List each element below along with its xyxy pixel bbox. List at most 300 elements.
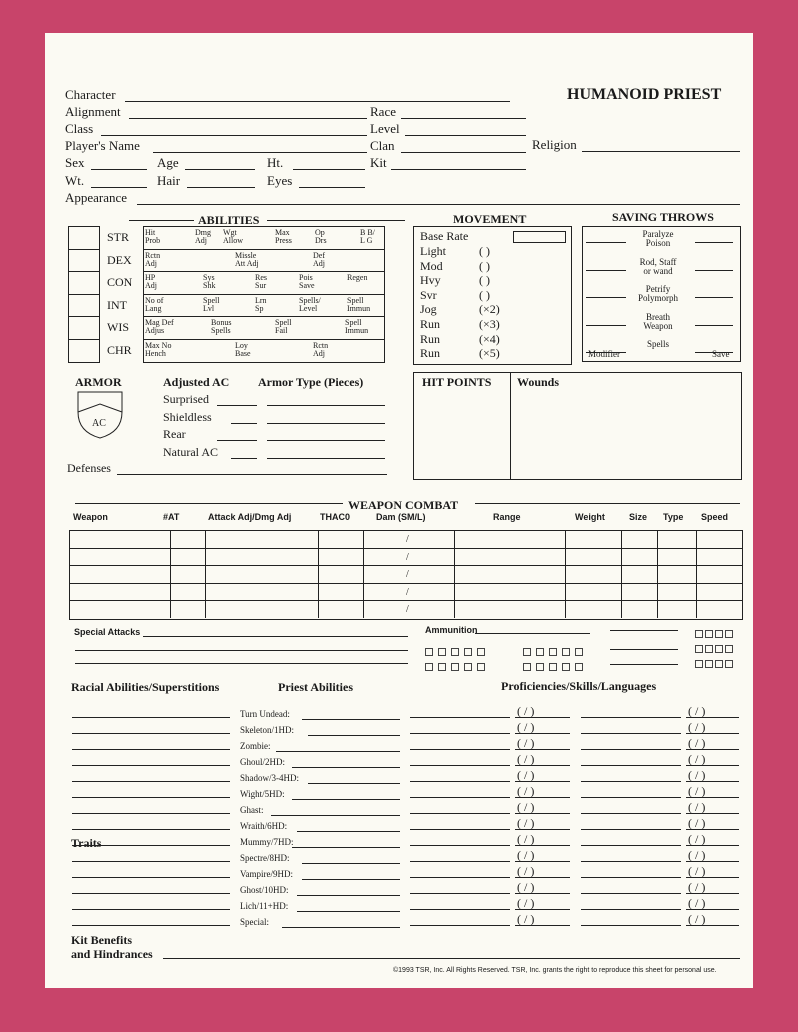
- movement-multiplier: (×5): [479, 346, 500, 361]
- proficiency-slot: ( / ): [517, 912, 535, 926]
- proficiency-slot-field[interactable]: [686, 813, 739, 814]
- racial-ability-field[interactable]: [72, 925, 230, 926]
- proficiency-field[interactable]: [581, 861, 681, 862]
- proficiency-slot: ( / ): [688, 704, 706, 718]
- proficiency-slot-field[interactable]: [686, 909, 739, 910]
- proficiency-field[interactable]: [581, 797, 681, 798]
- saving-throw-label: Paralyze Poison: [642, 229, 674, 248]
- saving-throw-save-field[interactable]: [695, 270, 733, 271]
- armor-row-label: Surprised: [163, 392, 209, 406]
- ammunition-box-group: [425, 658, 490, 676]
- proficiency-field[interactable]: [581, 909, 681, 910]
- proficiency-slot: ( / ): [517, 880, 535, 894]
- adjusted-ac-heading: Adjusted AC: [163, 375, 230, 389]
- turn-undead-field[interactable]: [302, 863, 400, 864]
- proficiency-slot-field[interactable]: [686, 749, 739, 750]
- proficiency-slot: ( / ): [517, 736, 535, 750]
- proficiency-slot-field[interactable]: [515, 733, 570, 734]
- ammunition-checkbox[interactable]: [477, 663, 485, 671]
- ability-wis-sub: Bonus Spells: [211, 318, 232, 335]
- turn-undead-field[interactable]: [282, 927, 400, 928]
- proficiency-slot-field[interactable]: [686, 861, 739, 862]
- weapon-name-field[interactable]: [70, 531, 168, 547]
- proficiency-field[interactable]: [581, 749, 681, 750]
- ability-wis-sub: Spell Immun: [345, 318, 369, 335]
- character-sheet: [45, 33, 753, 988]
- damage-slash: /: [406, 569, 409, 580]
- proficiency-slot: ( / ): [517, 864, 535, 878]
- armor-ac-label: AC: [92, 418, 106, 429]
- turn-undead-label: Ghast:: [240, 805, 264, 815]
- armor-ac-field[interactable]: [231, 458, 257, 459]
- movement-heading: MOVEMENT: [453, 212, 527, 226]
- proficiency-field[interactable]: [581, 893, 681, 894]
- turn-undead-label: Special:: [240, 917, 269, 927]
- proficiency-slot: ( / ): [517, 816, 535, 830]
- proficiency-slot: ( / ): [688, 736, 706, 750]
- weapon-name-field[interactable]: [70, 549, 168, 565]
- proficiency-slot-field[interactable]: [686, 829, 739, 830]
- proficiency-field[interactable]: [410, 893, 510, 894]
- ammunition-checkbox[interactable]: [549, 663, 557, 671]
- proficiency-slot-field[interactable]: [515, 909, 570, 910]
- racial-ability-field[interactable]: [72, 861, 230, 862]
- proficiency-field[interactable]: [581, 813, 681, 814]
- saving-throw-label: Breath Weapon: [643, 311, 673, 331]
- turn-undead-field[interactable]: [292, 847, 400, 848]
- armor-row-label: Rear: [163, 427, 186, 441]
- ammunition-checkbox[interactable]: [715, 630, 723, 638]
- hit-points-heading: HIT POINTS: [422, 375, 492, 389]
- racial-ability-field[interactable]: [72, 893, 230, 894]
- clan-field[interactable]: [401, 152, 526, 153]
- hair-label: Hair: [157, 173, 181, 188]
- ammunition-checkbox[interactable]: [425, 663, 433, 671]
- proficiency-field[interactable]: [581, 829, 681, 830]
- ability-modifier-grid: [143, 226, 385, 363]
- ability-str-sub: Op Drs: [315, 228, 327, 245]
- turn-undead-field[interactable]: [302, 719, 400, 720]
- ammunition-checkbox[interactable]: [464, 648, 472, 656]
- turn-undead-field[interactable]: [292, 767, 400, 768]
- proficiency-field[interactable]: [410, 861, 510, 862]
- eyes-field[interactable]: [299, 187, 365, 188]
- racial-ability-field[interactable]: [72, 749, 230, 750]
- ability-dex-sub: Missle Att Adj: [235, 250, 259, 268]
- proficiency-field[interactable]: [410, 829, 510, 830]
- proficiency-field[interactable]: [410, 813, 510, 814]
- proficiency-slot-field[interactable]: [515, 829, 570, 830]
- racial-ability-field[interactable]: [72, 909, 230, 910]
- level-field[interactable]: [405, 135, 526, 136]
- saving-throw-modifier-field[interactable]: [586, 242, 626, 243]
- racial-abilities-heading: Racial Abilities/Superstitions: [71, 680, 220, 694]
- ability-con-score[interactable]: [69, 272, 97, 292]
- ammunition-checkbox[interactable]: [562, 663, 570, 671]
- traits-label: Traits: [71, 836, 102, 850]
- ammunition-checkbox[interactable]: [438, 663, 446, 671]
- ability-int-sub: Lrn Sp: [255, 295, 267, 313]
- religion-field[interactable]: [582, 151, 740, 152]
- turn-undead-field[interactable]: [292, 799, 400, 800]
- ammunition-checkbox[interactable]: [425, 648, 433, 656]
- weapon-row-divider: [69, 600, 742, 601]
- ability-str-sub: Hit Prob: [145, 228, 161, 245]
- turn-undead-label: Shadow/3-4HD:: [240, 773, 299, 783]
- armor-type-field[interactable]: [267, 405, 385, 406]
- racial-ability-field[interactable]: [72, 781, 230, 782]
- saving-throw-label: Rod, Staff or wand: [639, 256, 677, 276]
- proficiency-field[interactable]: [581, 925, 681, 926]
- ammunition-checkbox[interactable]: [715, 660, 723, 668]
- weapon-column-header: Dam (SM/L): [376, 512, 426, 522]
- ability-str-sub: Dmg Adj: [195, 228, 211, 245]
- proficiency-slot: ( / ): [688, 768, 706, 782]
- ammunition-checkbox[interactable]: [523, 663, 531, 671]
- weapon-column-header: Speed: [701, 512, 729, 522]
- proficiency-slot: ( / ): [517, 896, 535, 910]
- ammunition-checkbox[interactable]: [536, 648, 544, 656]
- proficiency-slot-field[interactable]: [515, 861, 570, 862]
- special-attacks-field-1[interactable]: [143, 636, 408, 637]
- racial-ability-field[interactable]: [72, 829, 230, 830]
- ht-label: Ht.: [267, 155, 284, 170]
- ability-con-sub: HP Adj: [145, 273, 157, 290]
- proficiency-slot-field[interactable]: [515, 877, 570, 878]
- sex-field[interactable]: [91, 169, 147, 170]
- ammunition-checkbox[interactable]: [725, 660, 733, 668]
- ammunition-checkbox[interactable]: [725, 630, 733, 638]
- ability-int-sub: Spell Lvl: [203, 295, 220, 313]
- turn-undead-field[interactable]: [276, 751, 400, 752]
- racial-ability-field[interactable]: [72, 765, 230, 766]
- racial-ability-field[interactable]: [72, 797, 230, 798]
- ammunition-checkbox[interactable]: [451, 648, 459, 656]
- racial-ability-field[interactable]: [72, 733, 230, 734]
- turn-undead-field[interactable]: [297, 831, 400, 832]
- wt-field[interactable]: [91, 187, 147, 188]
- proficiency-slot-field[interactable]: [515, 845, 570, 846]
- weapon-name-field[interactable]: [70, 566, 168, 582]
- wounds-heading: Wounds: [517, 375, 560, 389]
- ammunition-count-field[interactable]: [610, 649, 678, 650]
- proficiency-slot-field[interactable]: [515, 765, 570, 766]
- turn-undead-field[interactable]: [297, 911, 400, 912]
- saving-throw-modifier-field[interactable]: [586, 270, 626, 271]
- saving-throw-modifier-field[interactable]: [586, 325, 626, 326]
- proficiency-slot-field[interactable]: [515, 925, 570, 926]
- turn-undead-label: Vampire/9HD:: [240, 869, 293, 879]
- proficiency-field[interactable]: [410, 781, 510, 782]
- proficiency-slot-field[interactable]: [515, 797, 570, 798]
- weapon-column-divider: [170, 530, 171, 618]
- base-rate-field[interactable]: [513, 231, 566, 243]
- ammunition-checkbox[interactable]: [705, 645, 713, 653]
- ammunition-checkbox[interactable]: [725, 645, 733, 653]
- armor-heading: ARMOR: [75, 375, 122, 389]
- turn-undead-label: Mummy/7HD:: [240, 837, 294, 847]
- turn-undead-label: Lich/11+HD:: [240, 901, 289, 911]
- age-field[interactable]: [185, 169, 255, 170]
- character-label: Character: [65, 87, 116, 102]
- turn-undead-field[interactable]: [297, 895, 400, 896]
- race-field[interactable]: [401, 118, 526, 119]
- base-rate-label: Base Rate: [420, 229, 469, 243]
- proficiency-slot: ( / ): [517, 704, 535, 718]
- turn-undead-field[interactable]: [302, 879, 400, 880]
- proficiency-slot: ( / ): [688, 816, 706, 830]
- ability-str-sub: Wgt Allow: [223, 228, 243, 245]
- turn-undead-label: Turn Undead:: [240, 709, 290, 719]
- movement-multiplier: (×4): [479, 331, 500, 346]
- ability-dex-sub: Rctn Adj: [145, 250, 161, 268]
- modifier-label: Modifier: [588, 349, 620, 359]
- ability-str-score[interactable]: [69, 227, 97, 247]
- ammunition-checkbox[interactable]: [695, 630, 703, 638]
- movement-multiplier: ( ): [479, 287, 490, 302]
- players-name-field[interactable]: [153, 152, 367, 153]
- saving-throw-save-field[interactable]: [695, 242, 733, 243]
- ability-row-divider: [143, 316, 384, 317]
- armor-type-field[interactable]: [267, 423, 385, 424]
- weapon-row-divider: [69, 548, 742, 549]
- appearance-label: Appearance: [65, 190, 128, 205]
- ability-wis-sub: Mag Def Adjus: [145, 318, 174, 335]
- proficiency-slot: ( / ): [517, 768, 535, 782]
- ammunition-count-field[interactable]: [610, 630, 678, 631]
- eyes-label: Eyes: [267, 173, 293, 188]
- ability-wis-score[interactable]: [69, 317, 97, 337]
- kit-benefits-field[interactable]: [163, 958, 740, 959]
- hair-field[interactable]: [187, 187, 255, 188]
- proficiency-field[interactable]: [410, 733, 510, 734]
- class-field[interactable]: [101, 135, 367, 136]
- appearance-field[interactable]: [137, 204, 740, 205]
- ammunition-checkbox[interactable]: [451, 663, 459, 671]
- proficiency-slot: ( / ): [517, 832, 535, 846]
- proficiency-field[interactable]: [410, 717, 510, 718]
- ammunition-checkbox[interactable]: [575, 663, 583, 671]
- turn-undead-field[interactable]: [308, 735, 400, 736]
- ability-int-score[interactable]: [69, 295, 97, 315]
- weapon-column-header: Weight: [575, 512, 605, 522]
- proficiency-field[interactable]: [410, 909, 510, 910]
- proficiency-field[interactable]: [581, 877, 681, 878]
- turn-undead-label: Spectre/8HD:: [240, 853, 290, 863]
- movement-label: Svr: [420, 287, 437, 302]
- character-field[interactable]: [125, 101, 510, 102]
- proficiency-slot: ( / ): [688, 832, 706, 846]
- kit-label: Kit: [370, 155, 387, 170]
- proficiency-field[interactable]: [410, 797, 510, 798]
- proficiency-slot: ( / ): [688, 784, 706, 798]
- racial-ability-field[interactable]: [72, 877, 230, 878]
- kit-hindrances-label: and Hindrances: [71, 947, 153, 961]
- ammunition-field[interactable]: [475, 633, 590, 634]
- ability-str-sub: Max Press: [275, 228, 292, 245]
- proficiency-slot: ( / ): [517, 848, 535, 862]
- weapon-column-header: Range: [493, 512, 521, 522]
- ability-chr-label: CHR: [107, 342, 132, 357]
- wt-label: Wt.: [65, 173, 85, 188]
- proficiency-field[interactable]: [410, 749, 510, 750]
- ammunition-count-field[interactable]: [610, 664, 678, 665]
- proficiency-slot: ( / ): [517, 720, 535, 734]
- proficiency-slot-field[interactable]: [686, 845, 739, 846]
- weapon-column-header: #AT: [163, 512, 180, 522]
- saving-throw-label: Petrify Polymorph: [637, 284, 678, 303]
- ammunition-checkbox[interactable]: [705, 660, 713, 668]
- turn-undead-label: Skeleton/1HD:: [240, 725, 294, 735]
- proficiency-slot-field[interactable]: [686, 733, 739, 734]
- proficiency-field[interactable]: [581, 733, 681, 734]
- weapon-column-header: Attack Adj/Dmg Adj: [208, 512, 292, 522]
- players-name-label: Player's Name: [65, 138, 140, 153]
- special-attacks-label: Special Attacks: [74, 627, 141, 637]
- proficiency-field[interactable]: [410, 877, 510, 878]
- clan-label: Clan: [370, 138, 395, 153]
- turn-undead-label: Zombie:: [240, 741, 271, 751]
- proficiency-slot-field[interactable]: [686, 877, 739, 878]
- weapon-column-divider: [657, 530, 658, 618]
- turn-undead-field[interactable]: [271, 815, 400, 816]
- turn-undead-field[interactable]: [308, 783, 400, 784]
- weapon-column-header: THAC0: [320, 512, 351, 522]
- special-attacks-field-3[interactable]: [75, 663, 408, 664]
- ammunition-checkbox[interactable]: [562, 648, 570, 656]
- proficiency-field[interactable]: [410, 765, 510, 766]
- proficiency-slot: ( / ): [688, 880, 706, 894]
- proficiency-field[interactable]: [581, 845, 681, 846]
- armor-ac-field[interactable]: [217, 405, 257, 406]
- proficiency-slot-field[interactable]: [515, 813, 570, 814]
- proficiency-slot-field[interactable]: [515, 781, 570, 782]
- proficiency-slot-field[interactable]: [686, 765, 739, 766]
- saving-throw-modifier-field[interactable]: [586, 297, 626, 298]
- proficiency-field[interactable]: [410, 845, 510, 846]
- weapon-name-field[interactable]: [70, 601, 168, 617]
- saving-throw-label: Spells: [646, 339, 669, 349]
- armor-shield-icon: [76, 390, 124, 440]
- proficiency-slot-field[interactable]: [515, 717, 570, 718]
- weapon-name-field[interactable]: [70, 584, 168, 600]
- ammunition-checkbox[interactable]: [549, 648, 557, 656]
- weapon-column-divider: [454, 530, 455, 618]
- proficiency-slot-field[interactable]: [515, 749, 570, 750]
- turn-undead-label: Wraith/6HD:: [240, 821, 288, 831]
- age-label: Age: [157, 155, 179, 170]
- ability-con-label: CON: [107, 275, 133, 289]
- ammunition-checkbox[interactable]: [695, 645, 703, 653]
- ability-int-label: INT: [107, 297, 127, 312]
- armor-ac-field[interactable]: [231, 423, 257, 424]
- weapon-column-divider: [363, 530, 364, 618]
- armor-ac-field[interactable]: [217, 440, 257, 441]
- defenses-field[interactable]: [117, 474, 387, 475]
- ht-field[interactable]: [293, 169, 365, 170]
- save-label: Save: [712, 349, 730, 359]
- proficiency-field[interactable]: [581, 765, 681, 766]
- ability-chr-sub: Rctn Adj: [313, 340, 329, 358]
- ability-chr-sub: Loy Base: [235, 340, 251, 358]
- saving-throw-save-field[interactable]: [695, 297, 733, 298]
- weapon-column-divider: [318, 530, 319, 618]
- ammunition-checkbox[interactable]: [464, 663, 472, 671]
- proficiency-slot-field[interactable]: [686, 717, 739, 718]
- ammunition-label: Ammunition: [425, 625, 478, 635]
- race-label: Race: [370, 104, 396, 119]
- ability-int-sub: Spell Immun: [347, 295, 371, 313]
- class-label: Class: [65, 121, 94, 136]
- ammunition-checkbox[interactable]: [438, 648, 446, 656]
- movement-label: Run: [420, 346, 441, 361]
- proficiency-field[interactable]: [410, 925, 510, 926]
- weapon-column-divider: [696, 530, 697, 618]
- saving-throw-save-field[interactable]: [695, 325, 733, 326]
- proficiency-field[interactable]: [581, 781, 681, 782]
- proficiency-slot-field[interactable]: [686, 797, 739, 798]
- turn-undead-label: Wight/5HD:: [240, 789, 285, 799]
- ability-chr-score[interactable]: [69, 340, 97, 360]
- defenses-label: Defenses: [67, 461, 111, 475]
- sheet-title: HUMANOID PRIEST: [567, 86, 722, 103]
- ability-dex-score[interactable]: [69, 250, 97, 270]
- alignment-label: Alignment: [65, 104, 121, 119]
- ability-con-sub: Pois Save: [299, 273, 315, 290]
- armor-type-field[interactable]: [267, 458, 385, 459]
- religion-label: Religion: [532, 137, 577, 152]
- ability-int-sub: No of Lang: [145, 295, 164, 313]
- armor-type-field[interactable]: [267, 440, 385, 441]
- movement-label: Light: [420, 244, 446, 258]
- kit-field[interactable]: [391, 169, 526, 170]
- proficiency-slot: ( / ): [688, 864, 706, 878]
- copyright-notice: ©1993 TSR, Inc. All Rights Reserved. TSR, Inc. grants the right to reproduce this sheet for personal use.: [393, 967, 717, 974]
- ammunition-checkbox[interactable]: [695, 660, 703, 668]
- damage-slash: /: [406, 551, 409, 563]
- saving-throw-save-field[interactable]: [695, 352, 733, 353]
- proficiency-slot-field[interactable]: [686, 893, 739, 894]
- movement-label: Run: [420, 317, 441, 331]
- ammunition-checkbox[interactable]: [536, 663, 544, 671]
- movement-label: Hvy: [420, 273, 441, 288]
- ammunition-checkbox[interactable]: [715, 645, 723, 653]
- saving-throw-modifier-field[interactable]: [586, 352, 626, 353]
- proficiency-field[interactable]: [581, 717, 681, 718]
- ammunition-checkbox[interactable]: [477, 648, 485, 656]
- alignment-field[interactable]: [129, 118, 367, 119]
- armor-row-label: Natural AC: [163, 444, 218, 459]
- proficiency-slot-field[interactable]: [686, 925, 739, 926]
- ability-str-sub: B B/ L G: [360, 228, 375, 245]
- saving-throws-heading: SAVING THROWS: [612, 210, 714, 224]
- ammunition-checkbox[interactable]: [705, 630, 713, 638]
- ammunition-checkbox[interactable]: [575, 648, 583, 656]
- racial-ability-field[interactable]: [72, 845, 230, 846]
- sex-label: Sex: [65, 155, 85, 170]
- ability-row-divider: [143, 339, 384, 340]
- movement-multiplier: ( ): [479, 258, 490, 273]
- proficiency-slot-field[interactable]: [686, 781, 739, 782]
- special-attacks-field-2[interactable]: [75, 650, 408, 651]
- proficiency-slot-field[interactable]: [515, 893, 570, 894]
- weapon-column-divider: [205, 530, 206, 618]
- ammunition-checkbox[interactable]: [523, 648, 531, 656]
- weapon-column-header: Size: [629, 512, 648, 522]
- ability-dex-label: DEX: [107, 252, 132, 267]
- racial-ability-field[interactable]: [72, 717, 230, 718]
- racial-ability-field[interactable]: [72, 813, 230, 814]
